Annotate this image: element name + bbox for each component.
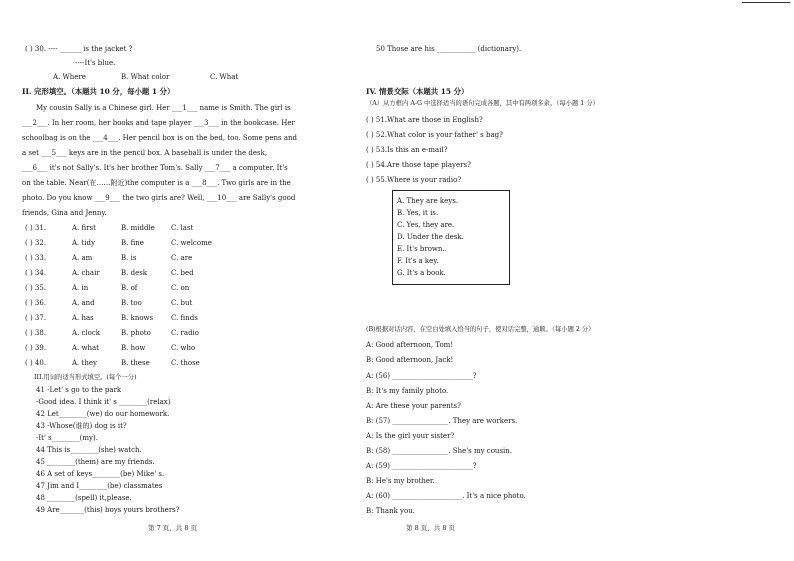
option-c: C. those xyxy=(171,359,200,367)
options-box xyxy=(392,190,510,285)
dialog-line: A: Are these your parents? xyxy=(366,402,461,410)
option-a: A. tidy xyxy=(72,239,95,247)
dialog-line: A: Good afternoon, Tom! xyxy=(366,341,454,349)
option-a: A. clock xyxy=(72,329,101,337)
dialog-line: B: (58) ________________. She's my cousin. xyxy=(366,447,512,455)
option-c: C. finds xyxy=(171,314,198,322)
a-question: ( ) 55.Where is your radio? xyxy=(366,176,462,184)
fill-line: 44 This is________(she) watch. xyxy=(36,446,142,454)
option-c: C. bed xyxy=(171,269,194,277)
page-number-7: 第 7 页，共 8 页 xyxy=(148,524,198,532)
fill-line: 43 -Whose(谁的) dog is it? xyxy=(36,422,127,430)
option-c: C. welcome xyxy=(171,239,212,247)
option-a: A. first xyxy=(72,224,96,232)
dialog-line: A: (59) _______________________? xyxy=(366,462,477,470)
page-number-8: 第 8 页，共 8 页 xyxy=(406,524,456,532)
dialog-line: B: Good afternoon, Jack! xyxy=(366,356,454,364)
cloze-line: on the table. Near(在……附近)the computer is a ___8___. Two girls are in the xyxy=(22,179,291,187)
dialog-line: A: (60) ____________________. It's a nice photo. xyxy=(366,492,526,500)
option-c: C. on xyxy=(171,284,190,292)
option-b: B. desk xyxy=(121,269,148,277)
box-option: E. It's brown.. xyxy=(397,245,447,253)
fill-line: 41 -Let' s go to the park xyxy=(36,386,122,394)
fill-line: 47 Jim and I________(be) classmates xyxy=(36,482,163,490)
q50-line: 50 Those are his ___________ (dictionary). xyxy=(376,45,522,53)
fill-line: 49 Are_______(this) boys yours brothers? xyxy=(36,506,180,514)
cloze-line: My cousin Sally is a Chinese girl. Her ___1___ name is Smith. The girl is xyxy=(36,104,291,112)
option-b: B. how xyxy=(121,344,146,352)
fill-heading: III.用词的适当形式填空。(每个一分) xyxy=(34,374,137,381)
option-c: C. radio xyxy=(171,329,200,337)
fill-line: -It' s________(my). xyxy=(36,434,98,442)
option-b: B. photo xyxy=(121,329,151,337)
q30-stem: ( ) 30. ---- ______ is the jacket ? xyxy=(25,45,133,53)
option-b: B. fine xyxy=(121,239,144,247)
option-a: A. has xyxy=(72,314,94,322)
dialog-heading: IV. 情景交际（本题共 15 分） xyxy=(366,87,469,96)
q30-option-c: C. What xyxy=(210,73,239,81)
box-option: F. It's a key. xyxy=(397,257,439,265)
fill-line: 46 A set of keys________(be) Mike' s. xyxy=(36,470,165,478)
option-b: B. these xyxy=(121,359,150,367)
q30-option-a: A. Where xyxy=(53,73,86,81)
dialog-line: B: Thank you. xyxy=(366,507,415,515)
dialog-line: A: Is the girl your sister? xyxy=(366,432,455,440)
cloze-passage xyxy=(22,101,336,221)
cloze-line: friends, Gina and Jenny. xyxy=(22,209,107,217)
option-a: A. in xyxy=(72,284,89,292)
box-option: C. Yes, they are. xyxy=(397,221,455,229)
sub-a-instruction: （A）从方框内 A-G 中选择适当的语句完成各题，其中有两项多余。（每小题 1 分） xyxy=(366,100,599,107)
box-option: B. Yes, it is. xyxy=(397,209,439,217)
sub-b-instruction: (B)根据对话内容，在空白处填入恰当的句子，使对话完整，通顺。（每小题 2 分） xyxy=(366,326,595,333)
option-c: C. are xyxy=(171,254,193,262)
option-b: B. of xyxy=(121,284,138,292)
cloze-line: photo. Do you know ___9___ the two girls are? Well, ___10___ are Sally's good xyxy=(22,194,296,202)
q30-reply: ----It's blue. xyxy=(75,59,116,67)
a-question: ( ) 54.Are those tape players? xyxy=(366,161,471,169)
a-question: ( ) 53.Is this an e-mail? xyxy=(366,146,448,154)
q30-option-b: B. What color xyxy=(121,73,170,81)
cloze-heading: II. 完形填空。（本题共 10 分，每小题 1 分） xyxy=(22,87,175,96)
a-question: ( ) 52.What color is your father' s bag? xyxy=(366,131,503,139)
option-c: C. but xyxy=(171,299,193,307)
box-option: G. It's a book. xyxy=(397,269,446,277)
top-rule xyxy=(742,2,790,3)
fill-line: -Good idea. I think it' s ________(relax) xyxy=(36,398,171,406)
option-b: B. knows xyxy=(121,314,154,322)
option-a: A. what xyxy=(72,344,99,352)
option-b: B. middle xyxy=(121,224,155,232)
cloze-line: ___6___ it's not Sally's. It's her brother Tom's. Sally ___7___ a computer. It's xyxy=(22,164,288,172)
fill-line: 45 ________(them) are my friends. xyxy=(36,458,155,466)
option-a: A. am xyxy=(72,254,93,262)
dialog-line: B: He's my brother. xyxy=(366,477,435,485)
dialog-line: B: It's my family photo. xyxy=(366,387,449,395)
option-c: C. last xyxy=(171,224,194,232)
a-question: ( ) 51.What are those in English? xyxy=(366,116,483,124)
dialog-line: A: (56) _______________________? xyxy=(366,372,477,380)
option-c: C. who xyxy=(171,344,196,352)
option-a: A. and xyxy=(72,299,95,307)
option-a: A. chair xyxy=(72,269,100,277)
option-b: B. is xyxy=(121,254,137,262)
option-b: B. too xyxy=(121,299,142,307)
cloze-line: schoolbag is on the ___4___. Her pencil box is on the bed, too. Some pens and xyxy=(22,134,298,142)
cloze-line: ___2___. In her room, her books and tape player ___3___ in the bookcase. Her xyxy=(22,119,295,127)
dialog-line: B: (57) ________________. They are workers. xyxy=(366,417,518,425)
fill-line: 48 ________(spell) it,please. xyxy=(36,494,132,502)
cloze-line: a set ___5___ keys are in the pencil box. A baseball is under the desk, xyxy=(22,149,268,157)
fill-line: 42 Let________(we) do our homework. xyxy=(36,410,170,418)
box-option: D. Under the desk. xyxy=(397,233,464,241)
option-a: A. they xyxy=(72,359,97,367)
box-option: A. They are keys. xyxy=(397,197,459,205)
